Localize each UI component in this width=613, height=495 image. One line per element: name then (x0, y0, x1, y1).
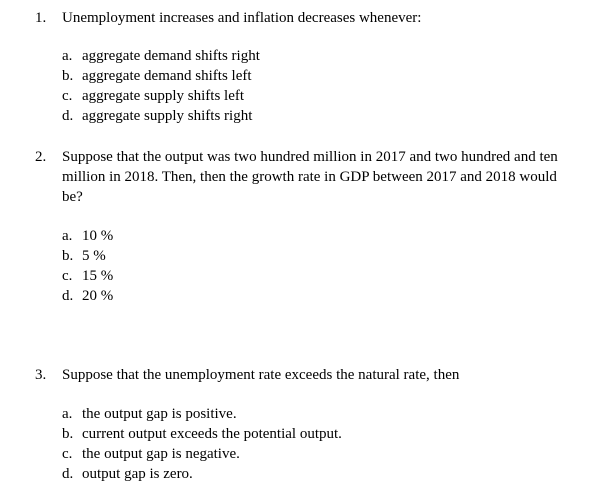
option-b (62, 424, 342, 444)
option-letter: c. (62, 446, 73, 462)
option-text: aggregate demand shifts left (82, 68, 252, 84)
option-d (62, 464, 193, 484)
option-text: the output gap is negative. (82, 446, 240, 462)
option-c (62, 266, 113, 286)
option-letter: b. (62, 426, 74, 442)
option-c (62, 444, 240, 464)
option-letter: a. (62, 228, 73, 244)
question-text-line: million in 2018. Then, then the growth rate in GDP between 2017 and 2018 would (62, 169, 557, 185)
option-text: aggregate supply shifts right (82, 108, 253, 124)
question-text-line: Unemployment increases and inflation decreases whenever: (62, 10, 422, 26)
question-number: 1. (35, 10, 47, 26)
option-text: output gap is zero. (82, 466, 193, 482)
option-text: 5 % (82, 248, 106, 264)
option-text: 10 % (82, 228, 114, 244)
option-text: aggregate supply shifts left (82, 88, 245, 104)
question-text-line: Suppose that the output was two hundred million in 2017 and two hundred and ten (62, 149, 558, 165)
option-letter: b. (62, 248, 74, 264)
question-text (62, 147, 602, 207)
option-d (62, 286, 113, 306)
question-text-line: be? (62, 189, 83, 205)
option-text: 15 % (82, 268, 114, 284)
question-number: 3. (35, 367, 47, 383)
option-letter: c. (62, 268, 73, 284)
option-b (62, 246, 106, 266)
option-c (62, 86, 244, 106)
option-a (62, 46, 260, 66)
option-letter: c. (62, 88, 73, 104)
option-text: the output gap is positive. (82, 406, 237, 422)
option-b (62, 66, 252, 86)
option-text: current output exceeds the potential output. (82, 426, 342, 442)
option-letter: d. (62, 466, 74, 482)
question-text-line: Suppose that the unemployment rate exceeds the natural rate, then (62, 367, 460, 383)
option-a (62, 404, 237, 424)
option-text: aggregate demand shifts right (82, 48, 260, 64)
option-d (62, 106, 252, 126)
question-text (62, 365, 602, 385)
question-text (62, 8, 602, 28)
question-number: 2. (35, 149, 47, 165)
option-a (62, 226, 113, 246)
option-letter: a. (62, 406, 73, 422)
option-letter: d. (62, 108, 74, 124)
option-letter: b. (62, 68, 74, 84)
option-letter: a. (62, 48, 73, 64)
option-text: 20 % (82, 288, 114, 304)
option-letter: d. (62, 288, 74, 304)
